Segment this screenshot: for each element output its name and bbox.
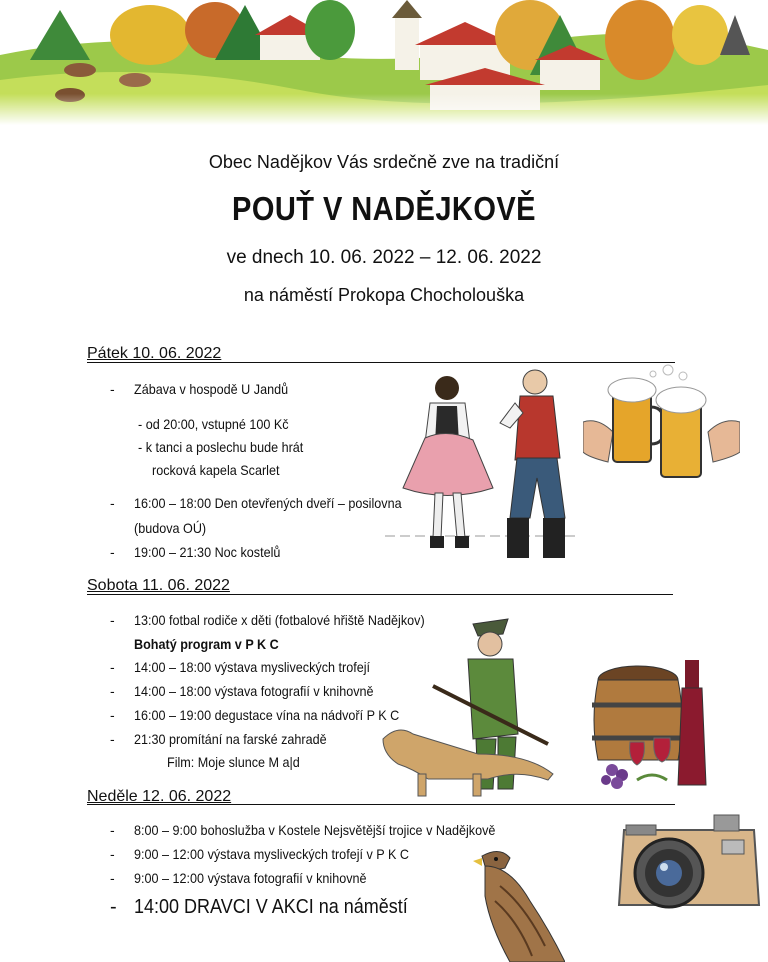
list-dash: - bbox=[110, 659, 115, 675]
list-item: Zábava v hospodě U Jandů bbox=[134, 381, 289, 397]
list-item: - od 20:00, vstupné 100 Kč bbox=[138, 416, 289, 432]
beer-mugs-illustration bbox=[583, 362, 740, 484]
list-item: 9:00 – 12:00 výstava fotografií v knihovně bbox=[134, 870, 367, 886]
list-dash: - bbox=[110, 683, 115, 699]
list-item: 13:00 fotbal rodiče x děti (fotbalové hřiště Nadějkov) bbox=[134, 612, 425, 628]
list-dash: - bbox=[110, 544, 115, 560]
hawk-illustration bbox=[470, 846, 565, 962]
list-item: 14:00 – 18:00 výstava fotografií v knihovně bbox=[134, 683, 374, 699]
list-dash: - bbox=[110, 381, 115, 397]
sunday-heading: Neděle 12. 06. 2022 bbox=[87, 788, 232, 805]
folk-dancers-illustration bbox=[385, 368, 580, 570]
list-item: 19:00 – 21:30 Noc kostelů bbox=[134, 544, 281, 560]
list-item: (budova OÚ) bbox=[134, 520, 207, 536]
list-item: Film: Moje slunce M a|d bbox=[167, 754, 300, 770]
list-item: 16:00 – 18:00 Den otevřených dveří – posilovna bbox=[134, 495, 402, 511]
invitation-line: Obec Nadějkov Vás srdečně zve na tradiční bbox=[208, 152, 560, 172]
saturday-heading: Sobota 11. 06. 2022 bbox=[87, 577, 230, 594]
village-landscape-illustration bbox=[0, 0, 768, 125]
hunter-with-dog-illustration bbox=[378, 604, 570, 800]
list-item: 16:00 – 19:00 degustace vína na nádvoří P K C bbox=[134, 707, 400, 723]
wine-barrel-illustration bbox=[582, 650, 717, 795]
list-dash: - bbox=[110, 612, 115, 628]
list-item: 14:00 DRAVCI V AKCI na náměstí bbox=[134, 896, 408, 918]
saturday-divider bbox=[87, 594, 673, 595]
list-item: Bohatý program v P K C bbox=[134, 636, 279, 652]
list-item: 8:00 – 9:00 bohoslužba v Kostele Nejsvětější trojice v Nadějkově bbox=[134, 822, 496, 838]
list-item: 21:30 promítání na farské zahradě bbox=[134, 731, 327, 747]
list-item: 9:00 – 12:00 výstava mysliveckých trofejí v P K C bbox=[134, 846, 409, 862]
event-place: na náměstí Prokopa Chocholouška bbox=[243, 285, 525, 305]
list-dash: - bbox=[110, 731, 115, 747]
list-dash: - bbox=[110, 846, 115, 862]
sunday-divider bbox=[87, 804, 675, 805]
list-item: rocková kapela Scarlet bbox=[152, 462, 280, 478]
list-dash: - bbox=[110, 707, 115, 723]
list-item: 14:00 – 18:00 výstava mysliveckých trofejí bbox=[134, 659, 371, 675]
list-dash: - bbox=[110, 822, 115, 838]
list-item: - k tanci a poslechu bude hrát bbox=[138, 439, 304, 455]
list-dash: - bbox=[110, 495, 115, 511]
event-title: POUŤ V NADĚJKOVĚ bbox=[232, 190, 536, 227]
list-dash: - bbox=[110, 896, 117, 918]
event-dates: ve dnech 10. 06. 2022 – 12. 06. 2022 bbox=[226, 247, 542, 268]
friday-heading: Pátek 10. 06. 2022 bbox=[87, 345, 222, 362]
list-dash: - bbox=[110, 870, 115, 886]
camera-illustration bbox=[614, 805, 764, 917]
